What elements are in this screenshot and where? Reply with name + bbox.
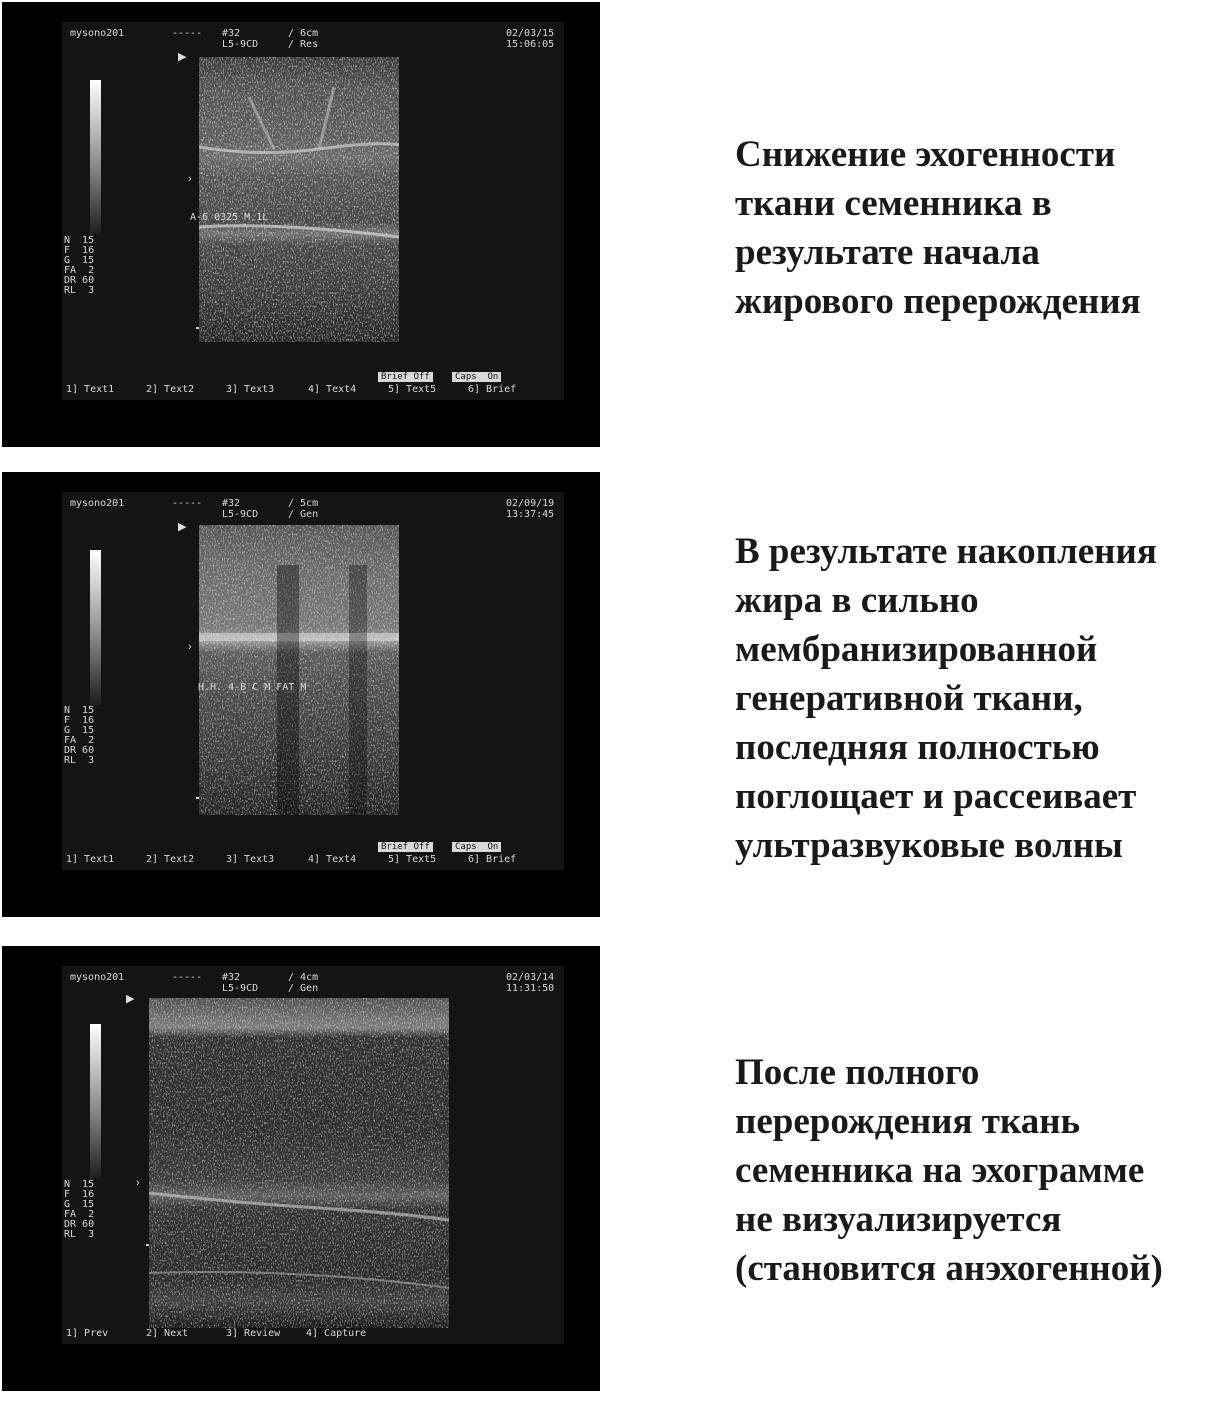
scan-parameters: N 15 F 16 G 15 FA 2 DR 60 RL 3 bbox=[64, 235, 95, 296]
prev-softkey[interactable]: 1] Prev bbox=[66, 1328, 109, 1339]
caption-line: поглощает и рассеивает bbox=[735, 776, 1137, 817]
ultrasound-screen bbox=[62, 22, 564, 400]
header-probe-id: #32 bbox=[222, 972, 241, 983]
ultrasound-image-2 bbox=[2, 472, 600, 917]
header-probe: L5-9CD bbox=[222, 39, 259, 50]
scan-annotation: H.H. 4-B C M FAT M bbox=[198, 682, 307, 693]
header-user: mysono201 bbox=[70, 972, 125, 983]
caption-line: жирового перерождения bbox=[735, 281, 1141, 322]
caption-line: ультразвуковые волны bbox=[735, 825, 1123, 866]
header-depth: / 5cm bbox=[288, 498, 319, 509]
header-depth: / 4cm bbox=[288, 972, 319, 983]
header-time: 11:31:50 bbox=[506, 983, 555, 994]
grayscale-bar bbox=[90, 1024, 101, 1179]
header-mode: / Gen bbox=[288, 509, 319, 520]
grayscale-bar bbox=[90, 550, 101, 705]
caption-line: результате начала bbox=[735, 232, 1040, 273]
caption-line: (становится анэхогенной) bbox=[735, 1248, 1163, 1289]
header-dashes: ----- bbox=[172, 28, 203, 39]
header-dashes: ----- bbox=[172, 972, 203, 983]
scan-parameters: N 15 F 16 G 15 FA 2 DR 60 RL 3 bbox=[64, 705, 95, 766]
focus-marker-icon: ▶ bbox=[178, 51, 187, 63]
depth-marker-icon: › bbox=[136, 1177, 140, 1189]
caption-line: После полного bbox=[735, 1052, 980, 1093]
brief-off-button[interactable]: Brief Off bbox=[378, 372, 433, 382]
header-dashes: ----- bbox=[172, 498, 203, 509]
focus-marker-icon: ▶ bbox=[178, 521, 187, 533]
ultrasound-screen bbox=[62, 492, 564, 870]
caption-3 bbox=[735, 1048, 1230, 1293]
header-date: 02/03/14 bbox=[506, 972, 555, 983]
caption-line: ткани семенника в bbox=[735, 183, 1052, 224]
caption-line: мембранизированной bbox=[735, 629, 1098, 670]
caps-on-button[interactable]: Caps On bbox=[452, 372, 501, 382]
header-user: mysono201 bbox=[70, 498, 125, 509]
capture-softkey[interactable]: 4] Capture bbox=[306, 1328, 367, 1339]
scan-parameters: N 15 F 16 G 15 FA 2 DR 60 RL 3 bbox=[64, 1179, 95, 1240]
depth-marker-icon: › bbox=[188, 173, 192, 185]
caption-line: семенника на эхограмме bbox=[735, 1150, 1145, 1191]
softkey-4[interactable]: 4] Text4 bbox=[308, 384, 357, 395]
header-time: 15:06:05 bbox=[506, 39, 555, 50]
softkey-2[interactable]: 2] Text2 bbox=[146, 854, 195, 865]
header-mode: / Gen bbox=[288, 983, 319, 994]
ultrasound-image-1 bbox=[2, 2, 600, 447]
focus-marker-icon: ▶ bbox=[126, 993, 135, 1005]
caption-line: не визуализируется bbox=[735, 1199, 1062, 1240]
softkey-3[interactable]: 3] Text3 bbox=[226, 384, 275, 395]
header-date: 02/03/15 bbox=[506, 28, 555, 39]
softkey-6[interactable]: 6] Brief bbox=[468, 854, 517, 865]
ultrasound-screen bbox=[62, 966, 564, 1344]
header-probe-id: #32 bbox=[222, 498, 241, 509]
caption-line: перерождения ткань bbox=[735, 1101, 1081, 1142]
softkey-3[interactable]: 3] Text3 bbox=[226, 854, 275, 865]
caption-line: генеративной ткани, bbox=[735, 678, 1083, 719]
softkey-6[interactable]: 6] Brief bbox=[468, 384, 517, 395]
softkey-5[interactable]: 5] Text5 bbox=[388, 854, 437, 865]
softkey-1[interactable]: 1] Text1 bbox=[66, 384, 115, 395]
softkey-4[interactable]: 4] Text4 bbox=[308, 854, 357, 865]
header-probe: L5-9CD bbox=[222, 983, 259, 994]
review-softkey[interactable]: 3] Review bbox=[226, 1328, 281, 1339]
softkey-1[interactable]: 1] Text1 bbox=[66, 854, 115, 865]
ultrasound-image-3 bbox=[2, 946, 600, 1391]
ultrasound-scan-area bbox=[199, 525, 399, 815]
caption-line: последняя полностью bbox=[735, 727, 1100, 768]
depth-marker-icon: › bbox=[188, 641, 192, 653]
header-depth: / 6cm bbox=[288, 28, 319, 39]
caption-line: жира в сильно bbox=[735, 580, 979, 621]
header-time: 13:37:45 bbox=[506, 509, 555, 520]
caption-line: В результате накопления bbox=[735, 531, 1157, 572]
caption-2 bbox=[735, 527, 1230, 870]
ultrasound-scan-area bbox=[149, 998, 449, 1328]
caps-on-button[interactable]: Caps On bbox=[452, 842, 501, 852]
softkey-2[interactable]: 2] Text2 bbox=[146, 384, 195, 395]
caption-1 bbox=[735, 130, 1230, 326]
header-mode: / Res bbox=[288, 39, 319, 50]
header-probe-id: #32 bbox=[222, 28, 241, 39]
next-softkey[interactable]: 2] Next bbox=[146, 1328, 189, 1339]
header-probe: L5-9CD bbox=[222, 509, 259, 520]
header-date: 02/09/19 bbox=[506, 498, 555, 509]
ultrasound-scan-area bbox=[199, 57, 399, 342]
caption-line: Снижение эхогенности bbox=[735, 134, 1116, 175]
brief-off-button[interactable]: Brief Off bbox=[378, 842, 433, 852]
header-user: mysono201 bbox=[70, 28, 125, 39]
softkey-5[interactable]: 5] Text5 bbox=[388, 384, 437, 395]
scan-annotation: A-6 0325 M 1L bbox=[190, 212, 269, 223]
grayscale-bar bbox=[90, 80, 101, 235]
